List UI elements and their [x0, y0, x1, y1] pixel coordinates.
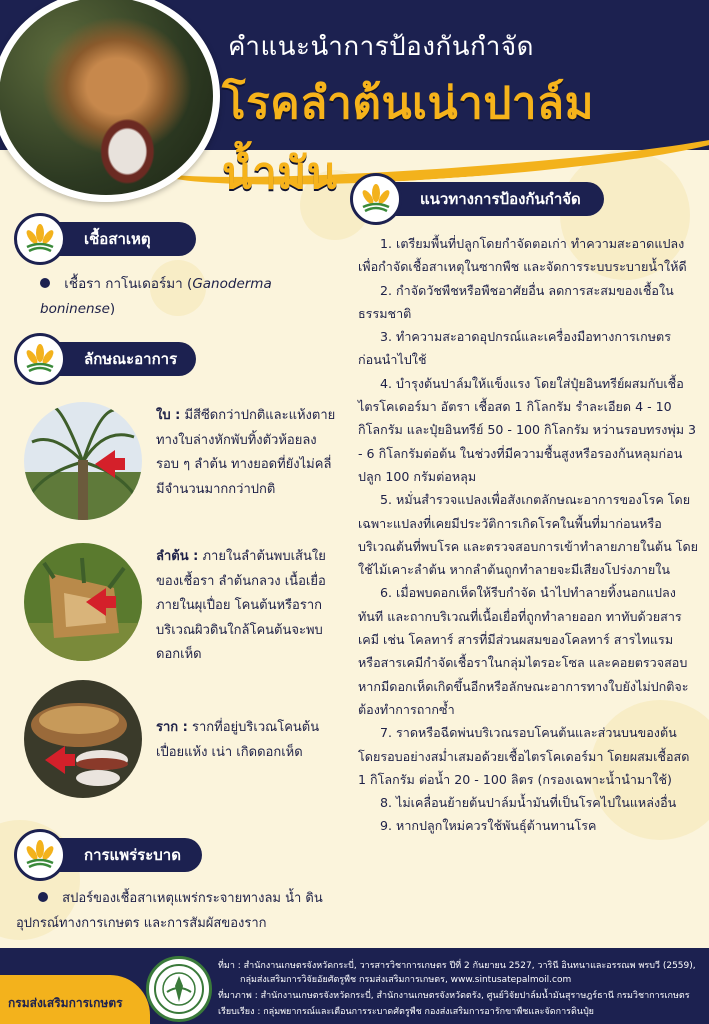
- spread-text: สปอร์ของเชื้อสาเหตุแพร่กระจายทางลม น้ำ ดิน อุปกรณ์ทางการเกษตร และการสัมผัสของราก: [16, 887, 342, 936]
- red-arrow-icon: [86, 588, 106, 616]
- prevention-steps: [358, 232, 698, 838]
- symptom-trunk-photo: [24, 543, 142, 661]
- prevention-step: 3. ทำความสะอาดอุปกรณ์และเครื่องมือทางการเกษตร ก่อนนำไปใช้: [358, 329, 671, 368]
- page-subtitle: คำแนะนำการป้องกันกำจัด: [228, 32, 534, 62]
- leaf-logo-icon: [350, 173, 402, 225]
- symptom-leaf-text: ใบ : มีสีซีดกว่าปกติและแห้งตาย ทางใบล่างหักพับทิ้งตัวห้อยลงรอบ ๆ ลำต้น ทางยอดที่ยังไม่คลี่มีจำนวนมากกว่าปกติ: [156, 408, 336, 497]
- prevention-step: 4. บำรุงต้นปาล์มให้แข็งแรง โดยใส่ปุ๋ยอินทรีย์ผสมกับเชื้อไตรโคเดอร์มา อัตรา เชื้อสด 1 กิโลกรัม รำละเอียด 4 - 10 กิโลกรัม และปุ๋ยอินทรีย์ 50 - 100 กิโลกรัม หว่านรอบทรงพุ่ม 3 - 6 กิโลกรัมต่อต้น ในช่วงที่มีความชื้นสูงหรือรองก้นหลุมก่อนปลูก 100 กรัมต่อหลุม: [358, 375, 697, 484]
- leaf-logo-icon: [14, 829, 66, 881]
- red-arrow-icon: [95, 450, 115, 478]
- page-title: โรคลำต้นเน่าปาล์มน้ำมัน: [222, 78, 594, 199]
- prevention-step: 6. เมื่อพบดอกเห็ดให้รีบกำจัด นำไปทำลายทิ้งนอกแปลงทันที และถากบริเวณที่เนื้อเยื่อที่ถูกทำลายออก ทาทับด้วยสารเคมี เช่น โคลทาร์ สารที่มีส่วนผสมของโคลทาร์ สารไทแรม หรือสารเคมีกำจัดเชื้อราในกลุ่มไตรอะโซล และคอยตรวจสอบ หากมีดอกเห็ดเกิดขึ้นอีกหรือลักษณะอาการทางใบยังไม่ปกติจะต้องทำการถากซ้ำ: [358, 585, 689, 717]
- prevention-step: 7. ราดหรือฉีดพ่นบริเวณรอบโคนต้นและส่วนบนของต้นโดยรอบอย่างสม่ำเสมอด้วยเชื้อไตรโคเดอร์มา โดยผสมเชื้อสด 1 กิโลกรัม ต่อน้ำ 20 - 100 ลิตร (กรองเฉพาะน้ำนำมาใช้): [358, 725, 690, 787]
- ministry-seal-icon: [146, 956, 212, 1022]
- symptom-root-text: ราก : รากที่อยู่บริเวณโคนต้นเปื่อยแห้ง เน่า เกิดดอกเห็ด: [156, 720, 320, 760]
- symptom-root-photo: [24, 680, 142, 798]
- section-heading-label: เชื้อสาเหตุ: [84, 230, 151, 248]
- footer-reference: เรียบเรียง : กลุ่มพยากรณ์และเตือนการระบาดศัตรูพืช กองส่งเสริมการอารักขาพืชและจัดการดินปุ๋ย: [218, 1007, 594, 1017]
- footer-reference: ที่มาภาพ : สำนักงานเกษตรจังหวัดกระบี่, สำนักงานเกษตรจังหวัดตรัง, ศูนย์วิจัยปาล์มน้ำมันสุราษฎร์ธานี กรมวิชาการเกษตร: [218, 991, 690, 1001]
- scientific-name: Ganoderma boninense: [40, 276, 272, 317]
- symptom-trunk-text: ลำต้น : ภายในลำต้นพบเส้นใยของเชื้อรา ลำต้นกลวง เนื้อเยื่อภายในผุเปื่อย โคนต้นหรือรากบริเวณผิวดินใกล้โคนต้นจะพบดอกเห็ด: [156, 549, 326, 663]
- prevention-step: 1. เตรียมพื้นที่ปลูกโดยกำจัดตอเก่า ทำความสะอาดแปลง เพื่อกำจัดเชื้อสาเหตุในซากพืช และจัดการระบบระบายน้ำให้ดี: [358, 236, 687, 275]
- leaf-logo-icon: [14, 333, 66, 385]
- prevention-step: 2. กำจัดวัชพืชหรือพืชอาศัยอื่น ลดการสะสมของเชื้อในธรรมชาติ: [358, 282, 674, 321]
- section-heading-label: แนวทางการป้องกันกำจัด: [420, 190, 581, 208]
- footer-reference: ที่มา : สำนักงานเกษตรจังหวัดกระบี่, วารสารวิชาการเกษตร ปีที่ 2 กันยายน 2527, วารินี อินทนาและอรรณพ พรบวี (2559),: [218, 961, 696, 971]
- department-name: กรมส่งเสริมการเกษตร: [8, 996, 123, 1010]
- prevention-step: 9. หากปลูกใหม่ควรใช้พันธุ์ต้านทานโรค: [380, 818, 597, 834]
- prevention-step: 5. หมั่นสำรวจแปลงเพื่อสังเกตลักษณะอาการของโรค โดยเฉพาะแปลงที่เคยมีประวัติการเกิดโรคในพื้นที่มาก่อนหรือบริเวณต้นที่พบโรค และตรวจสอบการเข้าทำลายภายในต้น โดยใช้ไม้เคาะลำต้น หากลำต้นถูกทำลายจะมีเสียงโปร่งภายใน: [358, 492, 699, 578]
- section-heading-label: ลักษณะอาการ: [84, 350, 178, 368]
- footer-reference: กลุ่มส่งเสริมการวิจัยอัยศัตรูพืช กรมส่งเสริมการเกษตร, www.sintusatepalmoil.com: [240, 975, 572, 985]
- red-arrow-icon: [45, 746, 65, 774]
- prevention-step: 8. ไม่เคลื่อนย้ายต้นปาล์มน้ำมันที่เป็นโรคไปในแหล่งอื่น: [380, 795, 677, 811]
- cause-text: เชื้อรา กาโนเดอร์มา (Ganoderma boninense): [40, 272, 350, 321]
- leaf-logo-icon: [14, 213, 66, 265]
- section-heading-label: การแพร่ระบาด: [84, 846, 181, 864]
